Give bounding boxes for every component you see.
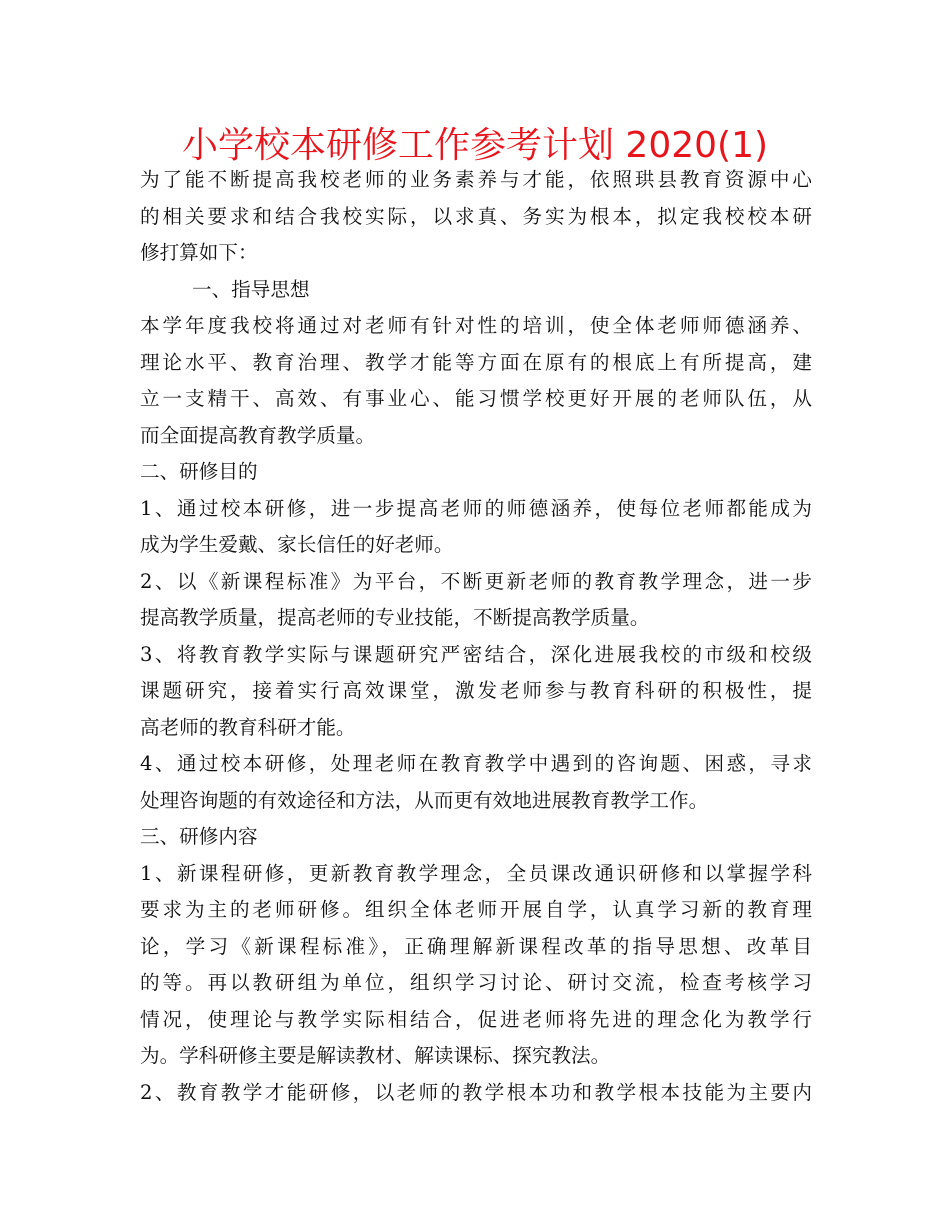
section-heading: 一、指导思想	[192, 277, 310, 301]
body-line: 成为学生爱戴、家长信任的好老师。	[140, 533, 454, 556]
body-line: 本学年度我校将通过对老师有针对性的培训，使全体老师师德涵养、	[140, 314, 812, 337]
body-line: 立一支精干、高效、有事业心、能习惯学校更好开展的老师队伍，从	[140, 387, 812, 410]
body-line: 2、教育教学才能研修，以老师的教学根本功和教学根本技能为主要内	[140, 1080, 812, 1104]
body-line: 处理咨询题的有效途径和方法，从而更有效地进展教育教学工作。	[140, 788, 709, 812]
body-line: 情况，使理论与教学实际相结合，促进老师将先进的理念化为教学行	[140, 1007, 812, 1031]
body-line: 课题研究，接着实行高效课堂，激发老师参与教育科研的积极性，提	[140, 679, 812, 702]
body-line: 为。学科研修主要是解读教材、解读课标、探究教法。	[140, 1044, 611, 1067]
body-line: 理论水平、教育治理、教学才能等方面在原有的根底上有所提高，建	[140, 350, 812, 374]
body-line: 的等。再以教研组为单位，组织学习讨论、研讨交流，检查考核学习	[140, 971, 812, 994]
body-line: 提高教学质量，提高老师的专业技能，不断提高教学质量。	[140, 606, 650, 629]
body-line: 而全面提高教育教学质量。	[140, 423, 376, 447]
body-line: 为了能不断提高我校老师的业务素养与才能，依照珙县教育资源中心	[140, 168, 812, 191]
body-line: 4、通过校本研修，处理老师在教育教学中遇到的咨询题、困惑，寻求	[140, 752, 812, 775]
body-line: 3、将教育教学实际与课题研究严密结合，深化进展我校的市级和校级	[140, 642, 812, 666]
body-line: 的相关要求和结合我校实际，以求真、务实为根本，拟定我校校本研	[140, 204, 812, 228]
document-body	[140, 162, 812, 1111]
body-line: 论，学习《新课程标准》，正确理解新课程改革的指导思想、改革目	[140, 934, 812, 958]
body-line: 2、以《新课程标准》为平台，不断更新老师的教育教学理念，进一步	[140, 569, 812, 593]
body-line: 修打算如下：	[140, 241, 258, 264]
document-title: 小学校本研修工作参考计划 2020(1)	[181, 125, 769, 166]
section-heading: 三、研修内容	[140, 825, 258, 848]
section-heading: 二、研修目的	[140, 460, 258, 483]
body-line: 1、通过校本研修，进一步提高老师的师德涵养，使每位老师都能成为	[140, 496, 812, 520]
body-line: 1、新课程研修，更新教育教学理念，全员课改通识研修和以掌握学科	[140, 861, 812, 885]
body-line: 要求为主的老师研修。组织全体老师开展自学，认真学习新的教育理	[140, 898, 812, 921]
body-line: 高老师的教育科研才能。	[140, 715, 356, 739]
